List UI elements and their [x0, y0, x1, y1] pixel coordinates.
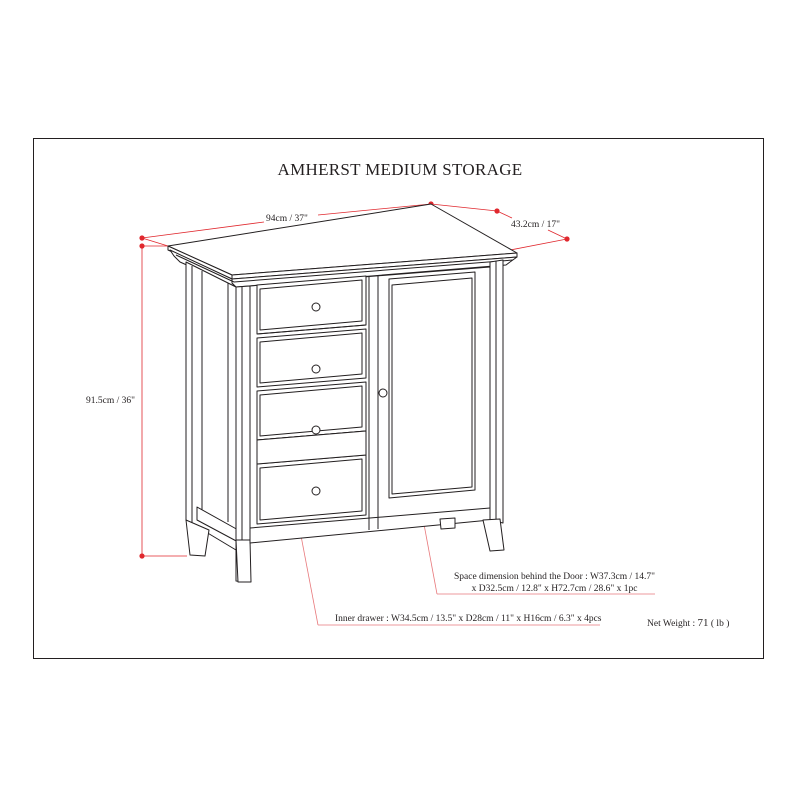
drawer-stack: [257, 276, 366, 524]
drawer-knob: [312, 426, 320, 434]
cabinet: [168, 204, 517, 582]
net-weight-value: 71: [697, 617, 709, 629]
inner-drawer-spec: Inner drawer : W34.5cm / 13.5" x D28cm / 11" x H16cm / 6.3" x 4pcs: [335, 614, 602, 624]
door-space-spec: [454, 571, 655, 595]
door-space-line-1: Space dimension behind the Door : W37.3cm / 14.7": [454, 572, 656, 582]
door-knob: [379, 389, 387, 397]
diagram-title: AMHERST MEDIUM STORAGE: [277, 160, 523, 179]
depth-dimension-label: 43.2cm / 17": [511, 220, 560, 230]
drawer-knob: [312, 487, 320, 495]
door-space-line-2: x D32.5cm / 12.8" x H72.7cm / 28.6" x 1pc: [471, 584, 638, 594]
cabinet-door: [379, 272, 475, 498]
drawer-knob: [312, 365, 320, 373]
net-weight: [647, 617, 729, 629]
drawer-knob: [312, 303, 320, 311]
width-dimension-label: 94cm / 37": [266, 214, 308, 224]
net-weight-label: Net Weight :: [647, 619, 696, 629]
net-weight-unit: ( lb ): [710, 619, 730, 629]
height-dimension-label: 91.5cm / 36": [86, 396, 135, 406]
